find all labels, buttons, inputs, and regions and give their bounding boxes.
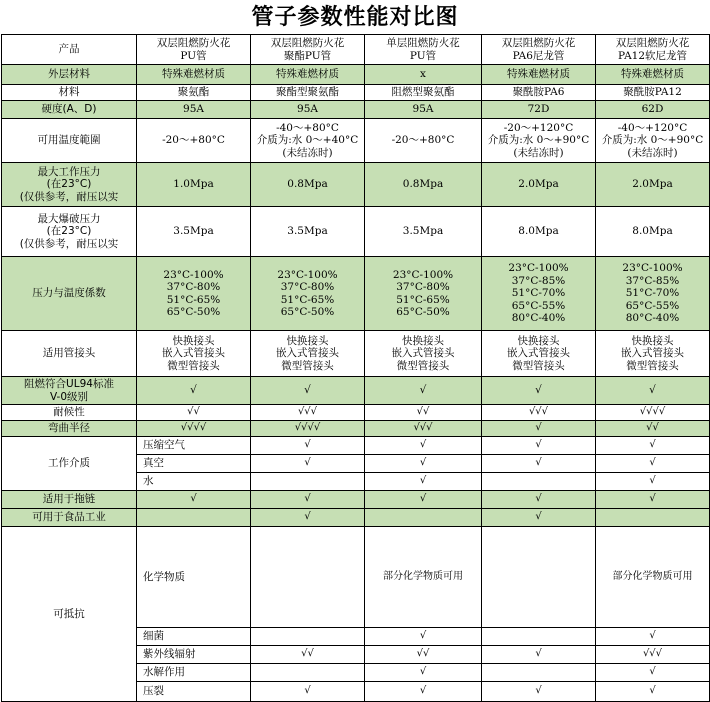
value-cell: √ [251, 491, 365, 509]
value-cell: √ [482, 455, 596, 473]
value-cell: 聚酯型聚氨酯 [251, 85, 365, 101]
value-cell: 快换接头 嵌入式管接头 微型管接头 [596, 331, 710, 377]
hardness-row [2, 101, 710, 119]
value-cell: -20～+80°C [137, 119, 251, 163]
value-cell: √ [365, 377, 482, 405]
sub-label-cell: 压缩空气 [137, 437, 251, 455]
value-cell: √ [251, 509, 365, 527]
outer_material-row [2, 65, 710, 85]
value-cell: √ [482, 377, 596, 405]
medium-row [2, 437, 710, 455]
row-label-cell: 阻燃符合UL94标准 V-0级别 [2, 377, 137, 405]
value-cell: √ [251, 682, 365, 702]
value-cell: 8.0Mpa [482, 207, 596, 257]
row-label-cell: 耐候性 [2, 405, 137, 421]
value-cell: 特殊难燃材质 [251, 65, 365, 85]
value-cell [251, 628, 365, 646]
food-row [2, 509, 710, 527]
product-header-cell: 双层阻燃防火花 PU管 [137, 35, 251, 65]
value-cell: √√√√ [596, 405, 710, 421]
value-cell: 95A [365, 101, 482, 119]
value-cell: 部分化学物质可用 [365, 527, 482, 628]
value-cell: 95A [137, 101, 251, 119]
value-cell: 95A [251, 101, 365, 119]
value-cell: √ [596, 664, 710, 682]
value-cell [482, 473, 596, 491]
value-cell: 72D [482, 101, 596, 119]
value-cell: √ [365, 473, 482, 491]
value-cell: 23°C-100% 37°C-80% 51°C-65% 65°C-50% [137, 257, 251, 331]
value-cell: 3.5Mpa [365, 207, 482, 257]
value-cell: √ [596, 491, 710, 509]
row-label-cell: 压力与温度係数 [2, 257, 137, 331]
value-cell: √ [482, 437, 596, 455]
value-cell: 0.8Mpa [365, 163, 482, 207]
value-cell: 快换接头 嵌入式管接头 微型管接头 [251, 331, 365, 377]
burst_pressure-row [2, 207, 710, 257]
ul94-row [2, 377, 710, 405]
value-cell: 23°C-100% 37°C-85% 51°C-70% 65°C-55% 80°C-40% [482, 257, 596, 331]
value-cell [482, 664, 596, 682]
value-cell: √ [365, 682, 482, 702]
row-label-cell: 可用于食品工业 [2, 509, 137, 527]
value-cell [251, 527, 365, 628]
comparison-table [1, 34, 710, 702]
value-cell: 快换接头 嵌入式管接头 微型管接头 [137, 331, 251, 377]
value-cell: √ [596, 682, 710, 702]
row-label-cell: 最大爆破压力 (在23°C) (仅供参考，耐压以实 [2, 207, 137, 257]
value-cell: √ [596, 377, 710, 405]
product-header-cell: 双层阻燃防火花 PA12软尼龙管 [596, 35, 710, 65]
value-cell: √ [365, 491, 482, 509]
temperature-row [2, 119, 710, 163]
weather-row [2, 405, 710, 421]
value-cell: -40～+120°C 介质为:水 0～+90°C (未结冻时) [596, 119, 710, 163]
product-header-cell: 双层阻燃防火花 PA6尼龙管 [482, 35, 596, 65]
value-cell: 聚酰胺PA6 [482, 85, 596, 101]
row-label-cell: 硬度(A、D) [2, 101, 137, 119]
sub-label-cell: 紫外线辐射 [137, 646, 251, 664]
value-cell: 23°C-100% 37°C-80% 51°C-65% 65°C-50% [251, 257, 365, 331]
value-cell: 部分化学物质可用 [596, 527, 710, 628]
value-cell: 2.0Mpa [482, 163, 596, 207]
row-label-cell: 弯曲半径 [2, 421, 137, 437]
fittings-row [2, 331, 710, 377]
value-cell: √√ [365, 405, 482, 421]
value-cell: √√√ [596, 646, 710, 664]
value-cell: 聚氨酯 [137, 85, 251, 101]
header-row [2, 35, 710, 65]
resist-row [2, 527, 710, 628]
value-cell: √√√√ [251, 421, 365, 437]
value-cell: √ [596, 628, 710, 646]
sub-label-cell: 水 [137, 473, 251, 491]
max_pressure-row [2, 163, 710, 207]
product-header-cell: 单层阻燃防火花 PU管 [365, 35, 482, 65]
material-row [2, 85, 710, 101]
value-cell: -40～+80°C 介质为:水 0～+40°C (未结冻时) [251, 119, 365, 163]
value-cell: √√√√ [137, 421, 251, 437]
value-cell: 0.8Mpa [251, 163, 365, 207]
value-cell: 特殊难燃材质 [137, 65, 251, 85]
group-label-cell: 可抵抗 [2, 527, 137, 702]
value-cell: √ [251, 377, 365, 405]
value-cell: √ [482, 682, 596, 702]
group-label-cell: 工作介质 [2, 437, 137, 491]
value-cell: x [365, 65, 482, 85]
value-cell: √ [482, 646, 596, 664]
value-cell: √ [137, 491, 251, 509]
value-cell: √ [482, 509, 596, 527]
sub-label-cell: 真空 [137, 455, 251, 473]
page-title: 管子参数性能对比图 [251, 4, 459, 30]
value-cell: √√ [137, 405, 251, 421]
value-cell: √ [137, 377, 251, 405]
value-cell: 特殊难燃材质 [596, 65, 710, 85]
value-cell: √ [365, 437, 482, 455]
value-cell: 23°C-100% 37°C-85% 51°C-70% 65°C-55% 80°C-40% [596, 257, 710, 331]
value-cell: √ [596, 473, 710, 491]
row-label-cell: 最大工作压力 (在23°C) (仅供参考，耐压以实 [2, 163, 137, 207]
temp_coeff-row [2, 257, 710, 331]
value-cell: √√√ [365, 421, 482, 437]
value-cell: √√ [596, 421, 710, 437]
value-cell: 聚酰胺PA12 [596, 85, 710, 101]
sub-label-cell: 压裂 [137, 682, 251, 702]
product-header-cell: 双层阻燃防火花 聚酯PU管 [251, 35, 365, 65]
value-cell: 1.0Mpa [137, 163, 251, 207]
value-cell: √√ [251, 646, 365, 664]
value-cell: -20～+120°C 介质为:水 0～+90°C (未结冻时) [482, 119, 596, 163]
value-cell [482, 527, 596, 628]
value-cell: 8.0Mpa [596, 207, 710, 257]
value-cell [596, 509, 710, 527]
value-cell: √ [365, 664, 482, 682]
sub-label-cell: 水解作用 [137, 664, 251, 682]
drag_chain-row [2, 491, 710, 509]
value-cell: √ [251, 455, 365, 473]
value-cell: √√ [365, 646, 482, 664]
value-cell: √ [251, 437, 365, 455]
row-label-cell: 适用于拖链 [2, 491, 137, 509]
value-cell: √√√ [482, 405, 596, 421]
value-cell: -20～+80°C [365, 119, 482, 163]
row-label-cell: 材料 [2, 85, 137, 101]
value-cell: 特殊难燃材质 [482, 65, 596, 85]
header-label-cell: 产品 [2, 35, 137, 65]
value-cell [251, 473, 365, 491]
row-label-cell: 外层材料 [2, 65, 137, 85]
row-label-cell: 适用管接头 [2, 331, 137, 377]
value-cell: 62D [596, 101, 710, 119]
value-cell [365, 509, 482, 527]
value-cell [137, 509, 251, 527]
value-cell: 快换接头 嵌入式管接头 微型管接头 [365, 331, 482, 377]
value-cell: √ [482, 491, 596, 509]
bend-row [2, 421, 710, 437]
sub-label-cell: 细菌 [137, 628, 251, 646]
value-cell: √ [482, 421, 596, 437]
value-cell [482, 628, 596, 646]
value-cell: 23°C-100% 37°C-80% 51°C-65% 65°C-50% [365, 257, 482, 331]
value-cell: 快换接头 嵌入式管接头 微型管接头 [482, 331, 596, 377]
value-cell: 3.5Mpa [137, 207, 251, 257]
value-cell: √ [596, 437, 710, 455]
value-cell: 3.5Mpa [251, 207, 365, 257]
value-cell: √ [365, 455, 482, 473]
value-cell: 阻燃型聚氨酯 [365, 85, 482, 101]
row-label-cell: 可用温度範圍 [2, 119, 137, 163]
value-cell [251, 664, 365, 682]
value-cell: √ [596, 455, 710, 473]
value-cell: 2.0Mpa [596, 163, 710, 207]
value-cell: √ [365, 628, 482, 646]
sub-label-cell: 化学物质 [137, 527, 251, 628]
value-cell: √√√ [251, 405, 365, 421]
